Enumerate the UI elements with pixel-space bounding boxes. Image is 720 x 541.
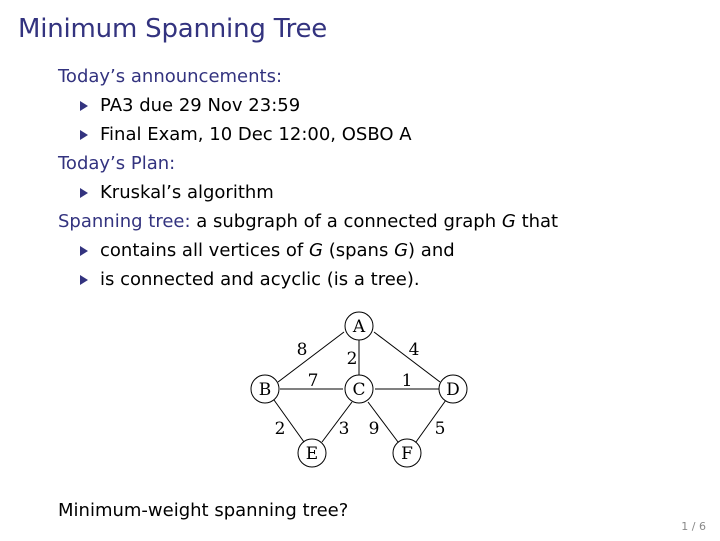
- plan-item: Kruskal’s algorithm: [58, 178, 700, 207]
- node-d: [439, 375, 467, 403]
- node-label-c: C: [352, 380, 366, 400]
- edge-label-c-e: 3: [338, 419, 350, 439]
- node-c: [345, 375, 373, 403]
- page-number: 1 / 6: [681, 520, 706, 533]
- edge-label-b-c: 7: [307, 371, 319, 391]
- edge-label-c-f: 9: [368, 419, 380, 439]
- node-label-f: F: [401, 444, 413, 464]
- edge-label-a-b: 8: [296, 340, 308, 360]
- announcement-item: Final Exam, 10 Dec 12:00, OSBO A: [58, 120, 700, 149]
- node-label-a: A: [352, 317, 366, 337]
- spanning-item: contains all vertices of G (spans G) and: [58, 236, 700, 265]
- spanning-tree-term: Spanning tree:: [58, 211, 191, 232]
- node-label-e: E: [305, 444, 319, 464]
- edge-label-b-e: 2: [274, 419, 286, 439]
- edge-label-a-d: 4: [408, 340, 420, 360]
- spanning-tree-definition: Spanning tree: a subgraph of a connected graph G that: [58, 211, 559, 232]
- edge-label-d-f: 5: [434, 419, 446, 439]
- plan-heading: Today’s Plan:: [58, 153, 176, 174]
- node-b: [251, 375, 279, 403]
- announcements-heading: Today’s announcements:: [58, 66, 283, 87]
- node-label-d: D: [446, 380, 460, 400]
- slide-title: Minimum Spanning Tree: [18, 14, 328, 44]
- node-label-b: B: [258, 380, 272, 400]
- spanning-item: is connected and acyclic (is a tree).: [58, 265, 700, 294]
- mst-question: Minimum-weight spanning tree?: [58, 500, 349, 521]
- node-a: [345, 312, 373, 340]
- edge-label-a-c: 2: [346, 349, 358, 369]
- node-e: [298, 439, 326, 467]
- node-f: [393, 439, 421, 467]
- edge-label-c-d: 1: [401, 371, 413, 391]
- announcement-item: PA3 due 29 Nov 23:59: [58, 91, 700, 120]
